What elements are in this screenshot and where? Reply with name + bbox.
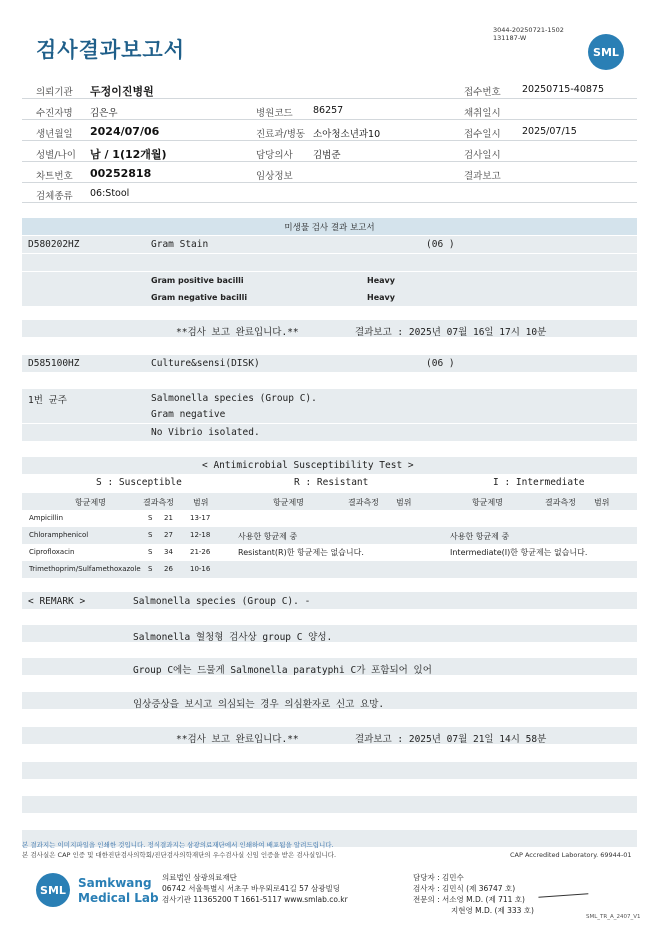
organization-info: 의료법인 삼광의료재단 06742 서울특별시 서초구 바우뫼로41길 57 삼광빌딩 검사기관 11365200 T 1661-5117 www.smlab.co.kr bbox=[162, 873, 348, 904]
field-value: 2024/07/06 bbox=[90, 125, 160, 138]
ast-title: < Antimicrobial Susceptibility Test > bbox=[202, 460, 414, 471]
field-label: 성별/나이 bbox=[36, 150, 76, 161]
isolate-label: 1번 균주 bbox=[28, 395, 67, 406]
intermediate-note-2: Intermediate(I)한 항균제는 없습니다. bbox=[450, 548, 588, 557]
field-value: 2025/07/15 bbox=[522, 126, 577, 137]
gram-positive-label: Gram positive bacilli bbox=[151, 276, 244, 285]
report2-complete: **검사 보고 완료입니다.** bbox=[176, 734, 299, 745]
drug-name: Chloramphenicol bbox=[29, 531, 89, 539]
report1-complete: **검사 보고 완료입니다.** bbox=[176, 327, 299, 338]
field-value: 남 / 1(12개월) bbox=[90, 148, 167, 161]
remark-line-1: Salmonella species (Group C). - bbox=[133, 596, 311, 607]
field-value: 86257 bbox=[313, 105, 344, 116]
patient-row bbox=[22, 79, 637, 99]
isolate-line-3: No Vibrio isolated. bbox=[151, 427, 260, 438]
legend-resistant: R : Resistant bbox=[294, 477, 369, 488]
field-label: 검사일시 bbox=[464, 150, 501, 161]
field-label: 채취일시 bbox=[464, 108, 501, 119]
patient-row bbox=[22, 163, 637, 183]
drug-value: 26 bbox=[164, 565, 173, 573]
field-label: 차트번호 bbox=[36, 171, 73, 182]
drug-name: Trimethoprim/Sulfamethoxazole bbox=[29, 565, 141, 573]
field-value: 김은우 bbox=[90, 108, 118, 119]
footer-accreditation: 본 검사실은 CAP 인증 및 대한진단검사의학회/진단검사의학재단의 우수검사실 신임 인증을 받은 검사실입니다. bbox=[22, 851, 337, 859]
section-header: 미생물 검사 결과 보고서 bbox=[22, 218, 637, 235]
field-label: 검체종류 bbox=[36, 191, 73, 202]
field-value: 두정이진병원 bbox=[90, 85, 154, 98]
ast-row bbox=[22, 510, 637, 527]
resistant-note-2: Resistant(R)한 항균제는 없습니다. bbox=[238, 548, 364, 557]
remark-row bbox=[22, 592, 637, 609]
drug-result: S bbox=[148, 531, 153, 539]
report2-time: 결과보고 : 2025년 07월 21일 14시 58분 bbox=[355, 734, 547, 745]
patient-row bbox=[22, 121, 637, 141]
drug-range: 12-18 bbox=[190, 531, 211, 539]
signature bbox=[538, 882, 589, 897]
cap-accreditation: CAP Accredited Laboratory. 69944-01 bbox=[510, 851, 632, 859]
field-value: 김범준 bbox=[313, 150, 341, 161]
footer-notice: 본 결과지는 이미지파일을 인쇄한 것입니다. 정식결과지는 삼광의료재단에서 인쇄하여 배포됨을 알려드립니다. bbox=[22, 841, 334, 849]
remark-line-4: 임상증상을 보시고 의심되는 경우 의심환자로 신고 요망. bbox=[133, 699, 385, 710]
test1-name: Gram Stain bbox=[151, 239, 209, 250]
ast-row bbox=[22, 561, 637, 578]
drug-result: S bbox=[148, 565, 153, 573]
field-label: 담당의사 bbox=[256, 150, 293, 161]
field-value: 20250715-40875 bbox=[522, 84, 605, 95]
drug-value: 21 bbox=[164, 514, 173, 522]
field-label: 병원코드 bbox=[256, 108, 293, 119]
field-label: 결과보고 bbox=[464, 171, 501, 182]
field-label: 진료과/병동 bbox=[256, 129, 306, 140]
drug-result: S bbox=[148, 548, 153, 556]
field-label: 생년월일 bbox=[36, 129, 73, 140]
patient-row bbox=[22, 100, 637, 120]
resistant-note-1: 사용한 항균제 중 bbox=[238, 532, 298, 541]
isolate-line-2: Gram negative bbox=[151, 409, 226, 420]
drug-range: 21-26 bbox=[190, 548, 211, 556]
legend-intermediate: I : Intermediate bbox=[493, 477, 585, 488]
test2-specimen: (06 ) bbox=[426, 358, 455, 369]
gram-negative-label: Gram negative bacilli bbox=[151, 293, 248, 302]
drug-range: 13-17 bbox=[190, 514, 211, 522]
intermediate-note-1: 사용한 항균제 중 bbox=[450, 532, 510, 541]
signatories: 담당자 : 김민수 검사자 : 김민식 (제 36747 호) 전문의 : 서소영 M.D. (제 711 호) 지현영 M.D. (제 333 호) bbox=[413, 873, 534, 915]
remark-label: < REMARK > bbox=[28, 596, 86, 607]
field-value: 소아청소년과10 bbox=[313, 129, 381, 140]
field-value: 06:Stool bbox=[90, 188, 130, 199]
drug-value: 27 bbox=[164, 531, 173, 539]
brand-name-2: Medical Lab bbox=[78, 891, 159, 905]
report1-time: 결과보고 : 2025년 07월 16일 17시 10분 bbox=[355, 327, 547, 338]
patient-row bbox=[22, 183, 637, 203]
sml-logo: SML bbox=[588, 34, 624, 70]
patient-row bbox=[22, 142, 637, 162]
drug-result: S bbox=[148, 514, 153, 522]
document-id: 3044-20250721-1502 131187-W bbox=[493, 26, 564, 42]
test1-specimen: (06 ) bbox=[426, 239, 455, 250]
test2-name: Culture&sensi(DISK) bbox=[151, 358, 260, 369]
field-label: 접수번호 bbox=[464, 87, 501, 98]
page-title: 검사결과보고서 bbox=[36, 38, 186, 62]
legend-susceptible: S : Susceptible bbox=[96, 477, 182, 488]
remark-line-2: Salmonella 혈청형 검사상 group C 양성. bbox=[133, 632, 333, 643]
isolate-line-1: Salmonella species (Group C). bbox=[151, 393, 317, 404]
gram-negative-value: Heavy bbox=[367, 293, 395, 302]
test2-code: D585100HZ bbox=[28, 358, 80, 369]
field-label: 접수일시 bbox=[464, 129, 501, 140]
field-label: 임상정보 bbox=[256, 171, 293, 182]
gram-positive-value: Heavy bbox=[367, 276, 395, 285]
drug-name: Ciprofloxacin bbox=[29, 548, 75, 556]
field-label: 의뢰기관 bbox=[36, 87, 73, 98]
remark-line-3: Group C에는 드물게 Salmonella paratyphi C가 포함되어 있어 bbox=[133, 665, 432, 676]
brand-name-1: Samkwang bbox=[78, 876, 152, 890]
drug-value: 34 bbox=[164, 548, 173, 556]
form-number: SML_TR_A_2407_V1 bbox=[586, 914, 641, 920]
sml-footer-logo: SML bbox=[36, 873, 70, 907]
test1-row bbox=[22, 236, 637, 253]
drug-name: Ampicillin bbox=[29, 514, 64, 522]
field-label: 수진자명 bbox=[36, 108, 73, 119]
field-value: 00252818 bbox=[90, 167, 152, 180]
ast-row bbox=[22, 527, 637, 544]
test2-row bbox=[22, 355, 637, 372]
drug-range: 10-16 bbox=[190, 565, 211, 573]
test1-code: D580202HZ bbox=[28, 239, 80, 250]
